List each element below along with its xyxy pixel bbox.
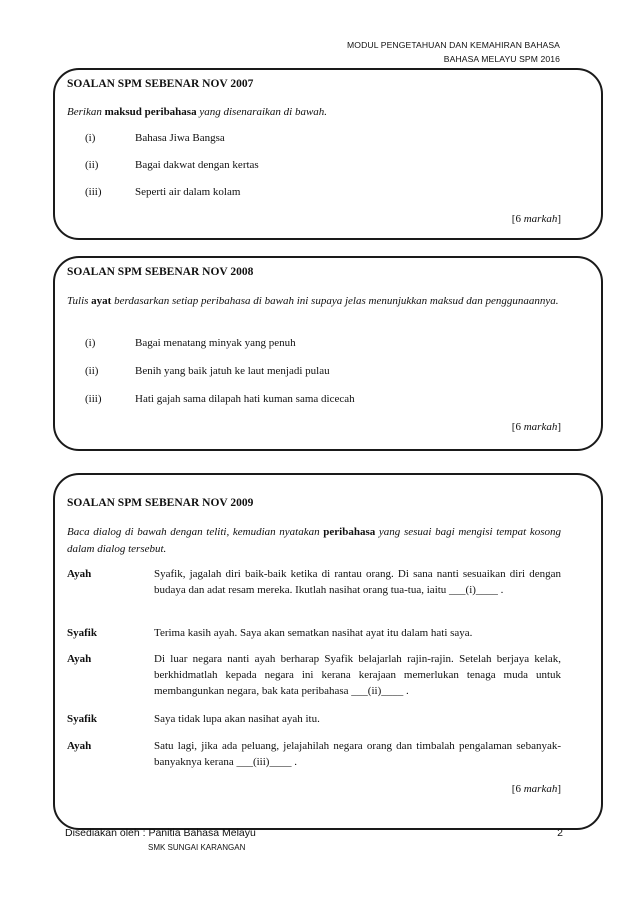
- marks-label: [512, 783, 561, 795]
- section-title: SOALAN SPM SEBENAR NOV 2009: [67, 497, 254, 509]
- dialog-text: Di luar negara nanti ayah berharap Syafik belajarlah rajin-rajin. Setelah berjaya kelak, berkhidmatlah kepada negara ini kerana kerajaan memerlukan tenaga muda untuk membangunkan negara, bak kata peribahasa ___(ii)____ .: [154, 653, 561, 697]
- section-title: SOALAN SPM SEBENAR NOV 2007: [67, 78, 254, 90]
- instruction-keyword: peribahasa: [323, 526, 376, 538]
- item-number: (ii): [85, 365, 99, 377]
- page-number: 2: [557, 827, 563, 839]
- list-item: [85, 337, 296, 349]
- dialog-text: Saya tidak lupa akan nasihat ayah itu.: [154, 713, 320, 725]
- instruction-keyword: ayat: [91, 295, 112, 307]
- marks-number: [6: [511, 213, 524, 225]
- dialog-line: [67, 738, 561, 770]
- dialog-speaker: Ayah: [67, 740, 92, 752]
- footer-prepared-by: Disediakan oleh : Panitia Bahasa Melayu: [65, 827, 256, 839]
- item-number: (i): [85, 337, 96, 349]
- instruction-text: yang sesuai bagi mengisi tempat kosong dalam dialog tersebut.: [67, 526, 561, 555]
- marks-number: [6: [511, 783, 524, 795]
- dialog-line: [67, 711, 561, 727]
- section-title: SOALAN SPM SEBENAR NOV 2008: [67, 266, 254, 278]
- list-item: [85, 132, 225, 144]
- marks-word: markah: [523, 783, 558, 795]
- dialog-speaker: Ayah: [67, 653, 92, 665]
- dialog-speaker: Ayah: [67, 568, 92, 580]
- item-text: Seperti air dalam kolam: [135, 186, 241, 198]
- dialog-text: Syafik, jagalah diri baik-baik ketika di rantau orang. Di sana nanti sesuaikan diri dengan budaya dan adat resam mereka. Ikutlah nasihat orang tua-tua, iaitu ___(i)____ .: [154, 568, 561, 596]
- item-text: Bahasa Jiwa Bangsa: [135, 132, 225, 144]
- page-header: [347, 38, 560, 66]
- dialog-line: [67, 651, 561, 699]
- dialog-speaker: Syafik: [67, 713, 97, 725]
- list-item: [85, 186, 240, 198]
- item-number: (iii): [85, 186, 102, 198]
- marks-number: [6: [511, 421, 524, 433]
- marks-bracket: ]: [557, 213, 561, 225]
- dialog-text: Satu lagi, jika ada peluang, jelajahilah negara orang dan timbalah pengalaman sebanyak-banyaknya kerana ___(iii)____ .: [154, 740, 561, 768]
- dialog-line: [67, 625, 561, 641]
- instruction-text: Tulis: [67, 295, 92, 307]
- item-number: (i): [85, 132, 96, 144]
- instruction-keyword: maksud peribahasa: [104, 106, 197, 118]
- section-instruction: [67, 524, 561, 558]
- instruction-text: Baca dialog di bawah dengan teliti, kemudian nyatakan: [67, 526, 324, 538]
- question-box-2007: [53, 68, 603, 240]
- item-text: Hati gajah sama dilapah hati kuman sama dicecah: [135, 393, 355, 405]
- list-item: [85, 159, 259, 171]
- marks-bracket: ]: [557, 421, 561, 433]
- dialog-text: Terima kasih ayah. Saya akan sematkan nasihat ayat itu dalam hati saya.: [154, 627, 473, 639]
- header-line-2: BAHASA MELAYU SPM 2016: [443, 54, 560, 64]
- dialog-line: [67, 566, 561, 598]
- instruction-text: Berikan: [67, 106, 105, 118]
- marks-word: markah: [523, 421, 558, 433]
- marks-bracket: ]: [557, 783, 561, 795]
- marks-word: markah: [523, 213, 558, 225]
- question-box-2009: [53, 473, 603, 830]
- item-text: Bagai menatang minyak yang penuh: [135, 337, 296, 349]
- question-box-2008: [53, 256, 603, 451]
- item-number: (iii): [85, 393, 102, 405]
- item-text: Bagai dakwat dengan kertas: [135, 159, 259, 171]
- list-item: [85, 393, 355, 405]
- marks-label: [512, 421, 561, 433]
- item-text: Benih yang baik jatuh ke laut menjadi pulau: [135, 365, 330, 377]
- footer-school: SMK SUNGAI KARANGAN: [148, 843, 246, 852]
- marks-label: [512, 213, 561, 225]
- list-item: [85, 365, 330, 377]
- section-instruction: [67, 104, 561, 121]
- item-number: (ii): [85, 159, 99, 171]
- dialog-speaker: Syafik: [67, 627, 97, 639]
- section-instruction: [67, 293, 561, 310]
- header-line-1: MODUL PENGETAHUAN DAN KEMAHIRAN BAHASA: [347, 40, 560, 50]
- instruction-text: berdasarkan setiap peribahasa di bawah ini supaya jelas menunjukkan maksud dan penggunaannya.: [111, 295, 559, 307]
- instruction-text: yang disenaraikan di bawah.: [196, 106, 328, 118]
